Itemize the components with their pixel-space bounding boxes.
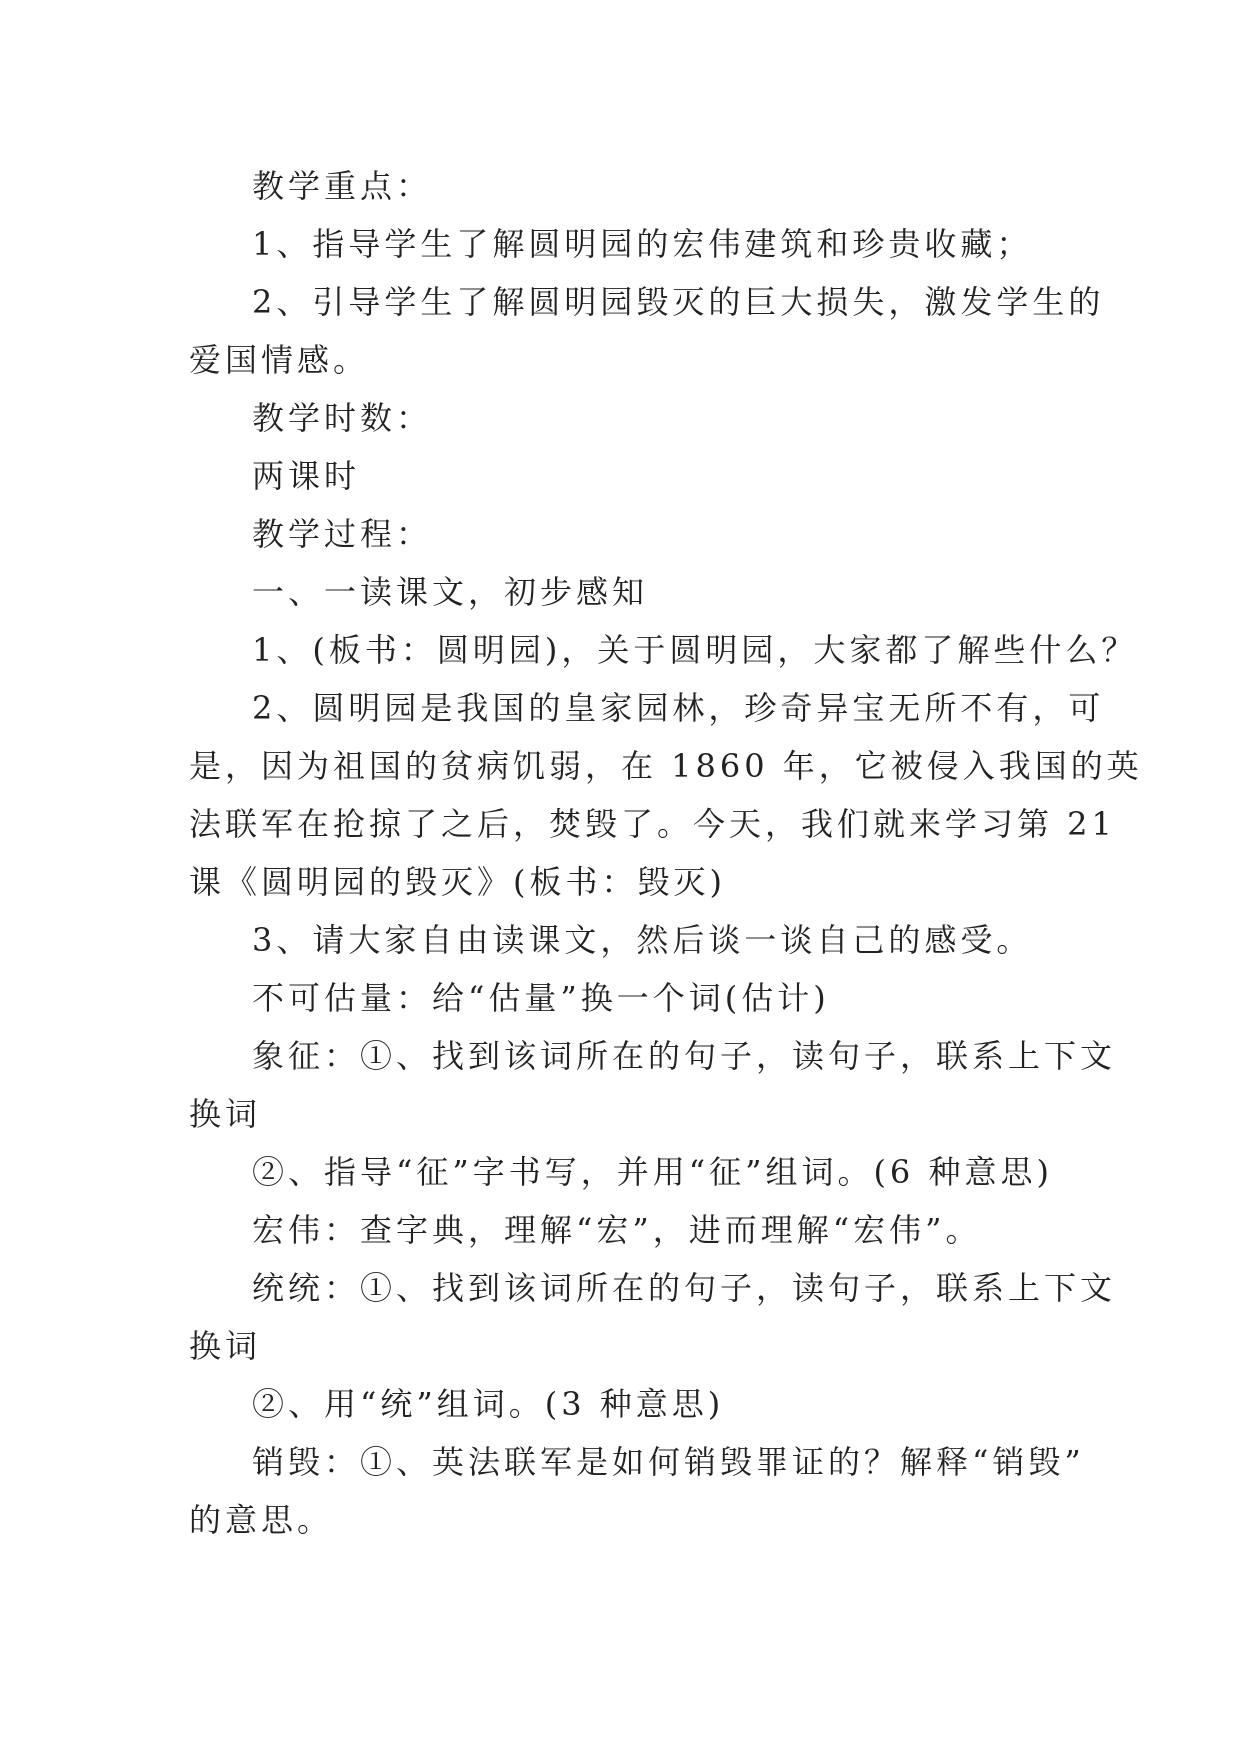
process-item-2-line-1: 2、圆明园是我国的皇家园林，珍奇异宝无所不有，可 [252,689,1105,727]
focus-item-1: 1、指导学生了解圆明园的宏伟建筑和珍贵收藏； [252,225,1033,263]
process-item-2-line-4: 课《圆明园的毁灭》(板书：毁灭) [189,863,726,901]
vocab-tongtong-step-2: ②、用“统”组词。(3 种意思) [252,1385,725,1423]
vocab-xiangzheng-line-2: 换词 [189,1095,262,1133]
vocab-xiaohui-line-2: 的意思。 [189,1501,334,1539]
vocab-xiangzheng-line-1: 象征：①、找到该词所在的句子，读句子，联系上下文 [252,1037,1117,1075]
vocab-xiangzheng-step-2: ②、指导“征”字书写，并用“征”组词。(6 种意思) [252,1153,1053,1191]
vocab-tongtong-line-2: 换词 [189,1327,262,1365]
vocab-tongtong-line-1: 统统：①、找到该词所在的句子，读句子，联系上下文 [252,1269,1117,1307]
heading-teaching-process: 教学过程： [252,515,433,553]
teaching-hours-value: 两课时 [252,457,361,495]
focus-item-2-line-2: 爱国情感。 [189,341,370,379]
process-item-2-line-3: 法联军在抢掠了之后，焚毁了。今天，我们就来学习第 21 [189,805,1116,843]
heading-teaching-hours: 教学时数： [252,399,433,437]
vocab-xiaohui-line-1: 销毁：①、英法联军是如何销毁罪证的？解释“销毁” [252,1443,1085,1481]
heading-teaching-focus: 教学重点： [252,167,433,205]
vocab-buke-guliang: 不可估量：给“估量”换一个词(估计) [252,979,830,1017]
focus-item-2-line-1: 2、引导学生了解圆明园毁灭的巨大损失，激发学生的 [252,283,1105,321]
section-one-title: 一、一读课文，初步感知 [252,573,649,611]
process-item-2-line-2: 是，因为祖国的贫病饥弱，在 1860 年，它被侵入我国的英 [189,747,1143,785]
process-item-1: 1、(板书：圆明园)，关于圆明园，大家都了解些什么？ [252,631,1138,669]
vocab-hongwei: 宏伟：查字典，理解“宏”，进而理解“宏伟”。 [252,1211,982,1249]
process-item-3: 3、请大家自由读课文，然后谈一谈自己的感受。 [252,921,1033,959]
